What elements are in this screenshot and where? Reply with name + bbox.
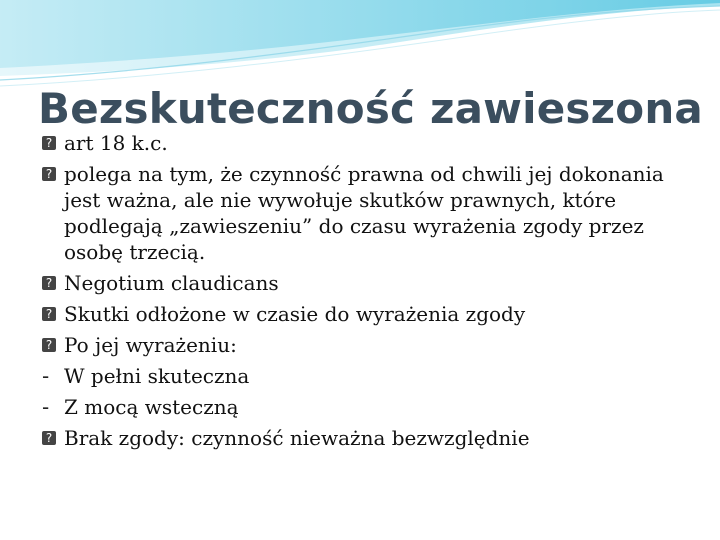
bullet-icon: ? bbox=[42, 167, 56, 181]
bullet-icon: ? bbox=[42, 276, 56, 290]
list-item-sub bbox=[40, 394, 680, 420]
slide-body bbox=[40, 130, 680, 456]
list-item bbox=[40, 270, 680, 296]
list-item bbox=[40, 301, 680, 327]
bullet-icon: ? bbox=[42, 431, 56, 445]
list-item-text: polega na tym, że czynność prawna od chwili jej dokonania jest ważna, ale nie wywołuje skutków prawnych, które podlegają „zawieszeniu” do czasu wyrażenia zgody przez osobę trzecią. bbox=[64, 162, 664, 264]
dash-marker: - bbox=[42, 364, 50, 388]
list-item-text: art 18 k.c. bbox=[64, 131, 168, 155]
dash-marker: - bbox=[42, 395, 50, 419]
bullet-icon: ? bbox=[42, 338, 56, 352]
list-item-text: Po jej wyrażeniu: bbox=[64, 333, 237, 357]
list-item-sub bbox=[40, 363, 680, 389]
list-item-text: Negotium claudicans bbox=[64, 271, 279, 295]
bullet-icon: ? bbox=[42, 136, 56, 150]
list-item bbox=[40, 332, 680, 358]
list-item-text: W pełni skuteczna bbox=[64, 364, 250, 388]
slide-title: Bezskuteczność zawieszona bbox=[38, 84, 703, 133]
list-item-text: Skutki odłożone w czasie do wyrażenia zgody bbox=[64, 302, 526, 326]
list-item bbox=[40, 425, 680, 451]
list-item bbox=[40, 161, 680, 265]
list-item-text: Brak zgody: czynność nieważna bezwzględnie bbox=[64, 426, 530, 450]
bullet-icon: ? bbox=[42, 307, 56, 321]
list-item-text: Z mocą wsteczną bbox=[64, 395, 239, 419]
list-item bbox=[40, 130, 680, 156]
header-wave-decoration bbox=[0, 0, 720, 90]
